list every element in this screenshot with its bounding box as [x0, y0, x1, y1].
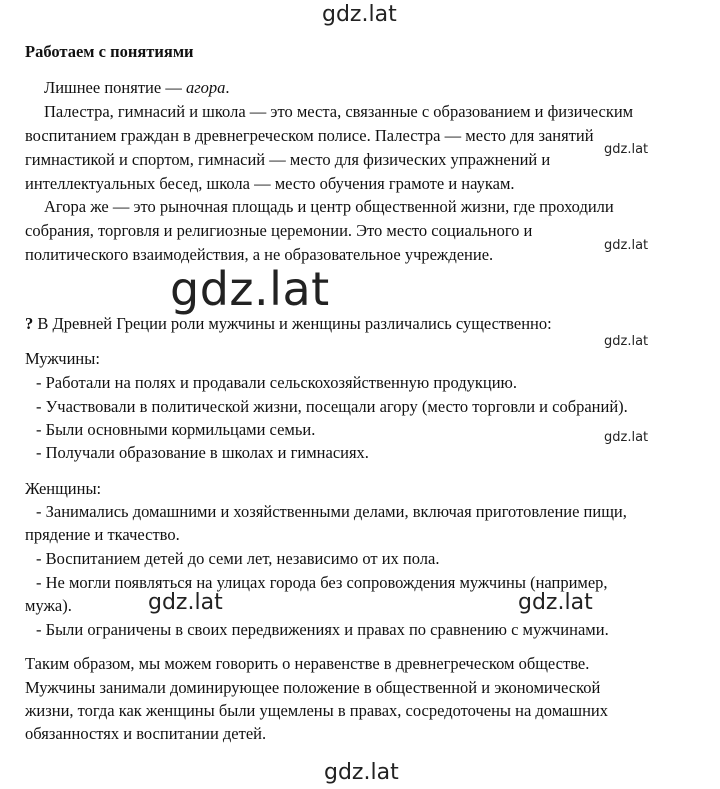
watermark-bottom: gdz.lat: [324, 760, 399, 785]
watermark-right-3: gdz.lat: [604, 334, 649, 349]
para1-line-1: Палестра, гимнасий и школа — это места, связанные с образованием и физическим: [44, 102, 634, 121]
men-item: - Были основными кормильцами семьи.: [36, 420, 316, 439]
men-title: Мужчины:: [25, 349, 100, 368]
question-mark: ?: [25, 314, 34, 333]
women-line: мужа).: [25, 596, 72, 615]
men-item: - Получали образование в школах и гимнасиях.: [36, 443, 369, 462]
watermark-big: gdz.lat: [170, 262, 330, 316]
extra-term: агора: [185, 78, 226, 97]
watermark-right-2: gdz.lat: [604, 238, 649, 253]
para2-line-3: политического взаимодействия, а не образовательное учреждение.: [25, 245, 494, 264]
watermark-right-1: gdz.lat: [604, 142, 649, 157]
conclusion-line-1: Таким образом, мы можем говорить о неравенстве в древнегреческом обществе.: [25, 654, 590, 673]
women-line: - Воспитанием детей до семи лет, независимо от их пола.: [36, 549, 440, 568]
women-title: Женщины:: [25, 479, 102, 498]
para1-line-2: воспитанием граждан в древнегреческом полисе. Палестра — место для занятий: [25, 126, 594, 145]
women-line: - Занимались домашними и хозяйственными делами, включая приготовление пищи,: [36, 502, 627, 521]
para1-line-3: гимнастикой и спортом, гимнасий — место для физических упражнений и: [25, 150, 551, 169]
extra-suffix: .: [225, 78, 230, 97]
section-title: Работаем с понятиями: [25, 42, 194, 61]
watermark-mid-right: gdz.lat: [518, 590, 593, 615]
watermark-mid-left: gdz.lat: [148, 590, 223, 615]
extra-prefix: Лишнее понятие —: [44, 78, 186, 97]
conclusion-line-2: Мужчины занимали доминирующее положение в общественной и экономической: [25, 678, 601, 697]
para2-line-2: собрания, торговля и религиозные церемонии. Это место социального и: [25, 221, 533, 240]
men-item: - Работали на полях и продавали сельскохозяйственную продукцию.: [36, 373, 518, 392]
question-text: В Древней Греции роли мужчины и женщины различались существенно:: [33, 314, 552, 333]
women-line: прядение и ткачество.: [25, 525, 180, 544]
men-item: - Участвовали в политической жизни, посещали агору (место торговли и собраний).: [36, 397, 628, 416]
women-line: - Были ограничены в своих передвижениях и правах по сравнению с мужчинами.: [36, 620, 609, 639]
para2-line-1: Агора же — это рыночная площадь и центр общественной жизни, где проходили: [44, 197, 614, 216]
conclusion-line-3: жизни, тогда как женщины были ущемлены в правах, сосредоточены на домашних: [25, 701, 608, 720]
conclusion-line-4: обязанностях и воспитании детей.: [25, 724, 267, 743]
women-line: - Не могли появляться на улицах города без сопровождения мужчины (например,: [36, 573, 608, 592]
watermark-right-4: gdz.lat: [604, 430, 649, 445]
extra-concept-line: [44, 76, 230, 99]
para1-line-4: интеллектуальных бесед, школа — место обучения грамоте и наукам.: [25, 174, 515, 193]
watermark-top: gdz.lat: [322, 2, 397, 27]
